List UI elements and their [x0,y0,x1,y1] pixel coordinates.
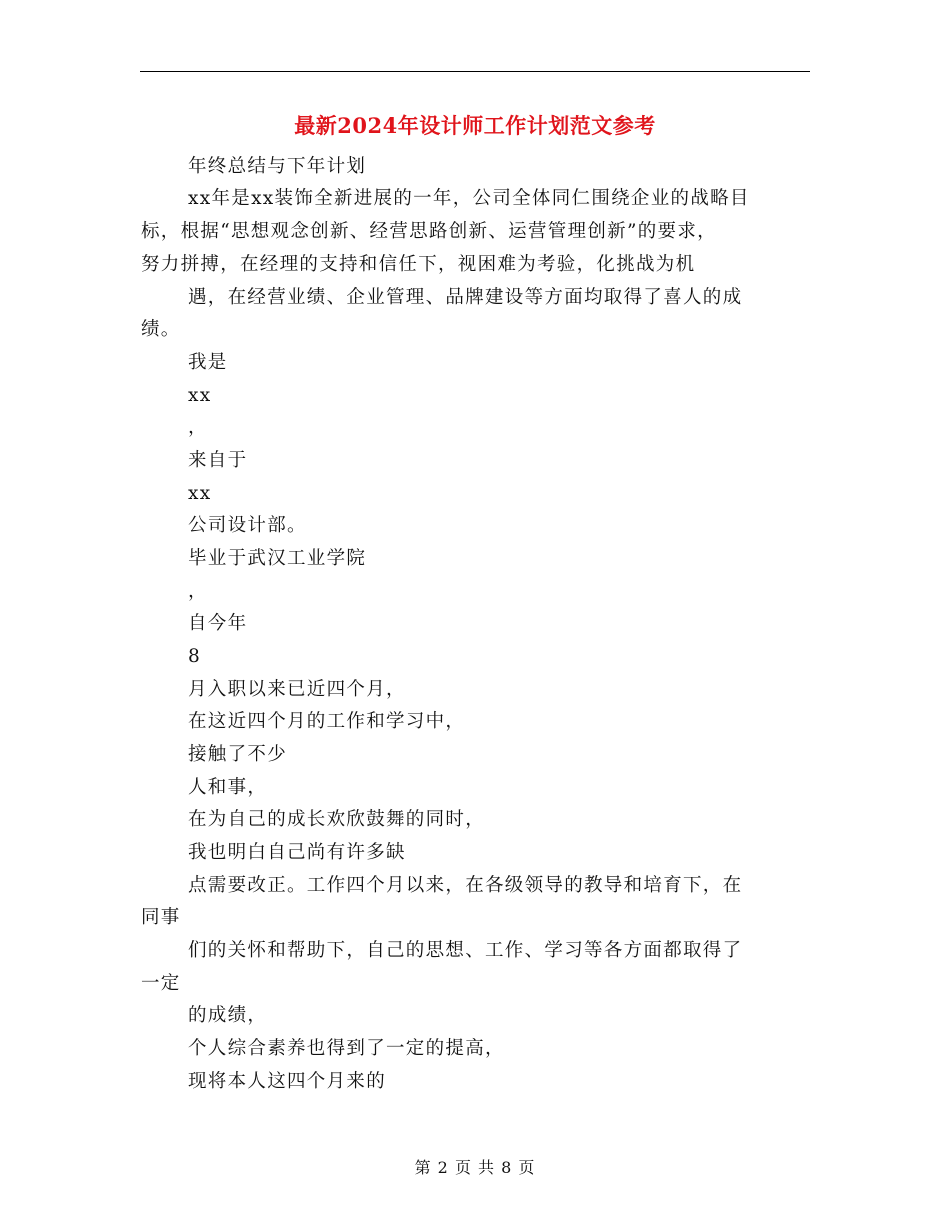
text-line: 们的关怀和帮助下，自己的思想、工作、学习等各方面都取得了 [188,940,743,961]
text-line: 来自于 [188,450,248,471]
text-line: 同事 [141,907,181,928]
text-line: 月入职以来已近四个月， [188,679,406,700]
text-line: 点需要改正。工作四个月以来，在各级领导的教导和培育下，在 [188,875,743,896]
text-line: ， [188,417,208,438]
text-line: 绩。 [141,319,181,340]
text-line: 我也明白自己尚有许多缺 [188,842,406,863]
text-line: ， [188,581,208,602]
text-line: 人和事， [188,777,268,798]
text-line: 在这近四个月的工作和学习中， [188,711,466,732]
text-line: xx [188,385,212,406]
text-line: 在为自己的成长欢欣鼓舞的同时， [188,809,486,830]
text-line: xx年是xx装饰全新进展的一年，公司全体同仁围绕企业的战略目 [188,188,750,209]
text-line: 毕业于武汉工业学院 [188,548,367,569]
text-line: 个人综合素养也得到了一定的提高， [188,1038,505,1059]
text-line: 自今年 [188,613,248,634]
text-line: 接触了不少 [188,744,288,765]
text-line: 努力拼搏，在经理的支持和信任下，视困难为考验，化挑战为机 [141,254,696,275]
text-line: 一定 [141,973,181,994]
text-line: 标，根据“思想观念创新、经营思路创新、运营管理创新”的要求， [141,221,717,242]
text-line: 我是 [188,352,228,373]
text-line: 现将本人这四个月来的 [188,1071,387,1092]
text-line: 公司设计部。 [188,515,307,536]
text-line: xx [188,483,212,504]
header-rule [140,71,810,72]
page-footer: 第 2 页 共 8 页 [414,1158,536,1177]
text-line: 的成绩， [188,1005,268,1026]
document-title: 最新2024年设计师工作计划范文参考 [294,113,656,138]
text-line: 遇，在经营业绩、企业管理、品牌建设等方面均取得了喜人的成 [188,287,743,308]
text-line: 8 [188,646,202,667]
text-line: 年终总结与下年计划 [188,156,367,177]
